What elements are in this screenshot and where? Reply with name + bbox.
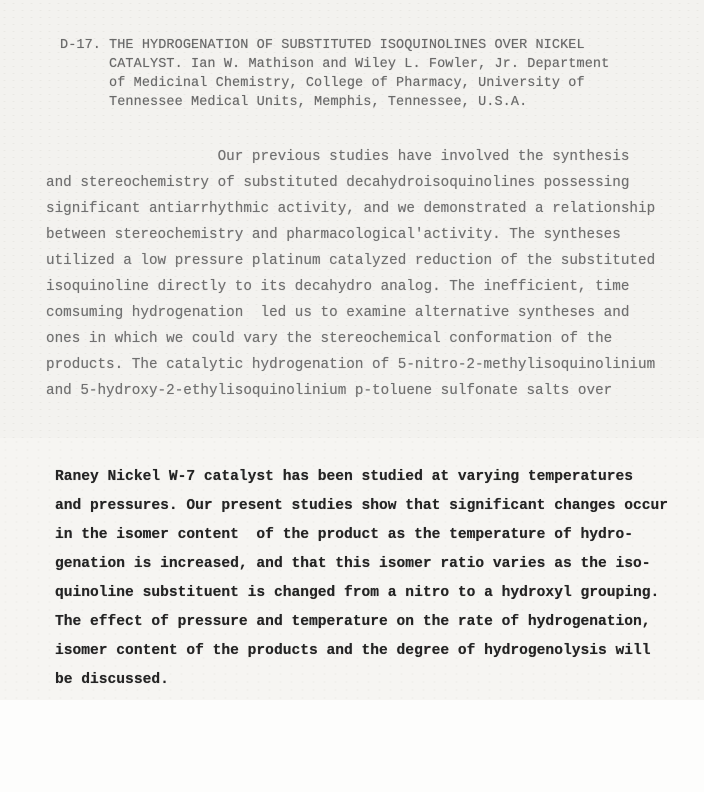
text-line: of Medicinal Chemistry, College of Pharmacy, University of [109, 76, 585, 91]
text-line: Our previous studies have involved the synthesis [46, 149, 630, 165]
text-line: between stereochemistry and pharmacological'activity. The syntheses [46, 227, 621, 243]
text-line: and stereochemistry of substituted decahydroisoquinolines possessing [46, 175, 630, 191]
text-line: quinoline substituent is changed from a nitro to a hydroxyl grouping. [55, 585, 660, 601]
abstract-paragraph-1 [46, 144, 655, 404]
abstract-number-label: D-17. [60, 38, 102, 53]
text-line: products. The catalytic hydrogenation of 5-nitro-2-methylisoquinolinium [46, 357, 656, 373]
text-line: comsuming hydrogenation led us to examine alternative syntheses and [46, 305, 630, 321]
abstract-paragraph-2 [55, 463, 668, 695]
abstract-title-authors [109, 36, 609, 112]
text-line: ones in which we could vary the stereochemical conformation of the [46, 331, 613, 347]
text-line: utilized a low pressure platinum catalyzed reduction of the substituted [46, 253, 656, 269]
text-line: isomer content of the products and the degree of hydrogenolysis will [55, 643, 651, 659]
text-line: CATALYST. Ian W. Mathison and Wiley L. Fowler, Jr. Department [109, 57, 610, 72]
text-line: and 5-hydroxy-2-ethylisoquinolinium p-toluene sulfonate salts over [46, 383, 613, 399]
text-line: The effect of pressure and temperature on the rate of hydrogenation, [55, 614, 651, 630]
text-line: be discussed. [55, 672, 169, 688]
abstract-heading [60, 36, 609, 112]
text-line: Raney Nickel W-7 catalyst has been studied at varying temperatures [55, 469, 634, 485]
text-line: Tennessee Medical Units, Memphis, Tennessee, U.S.A. [109, 95, 528, 110]
text-line: THE HYDROGENATION OF SUBSTITUTED ISOQUINOLINES OVER NICKEL [109, 38, 585, 53]
text-line: isoquinoline directly to its decahydro analog. The inefficient, time [46, 279, 630, 295]
text-line: significant antiarrhythmic activity, and we demonstrated a relationship [46, 201, 656, 217]
text-line: in the isomer content of the product as the temperature of hydro- [55, 527, 634, 543]
text-line: and pressures. Our present studies show that significant changes occur [55, 498, 669, 514]
text-line: genation is increased, and that this isomer ratio varies as the iso- [55, 556, 651, 572]
